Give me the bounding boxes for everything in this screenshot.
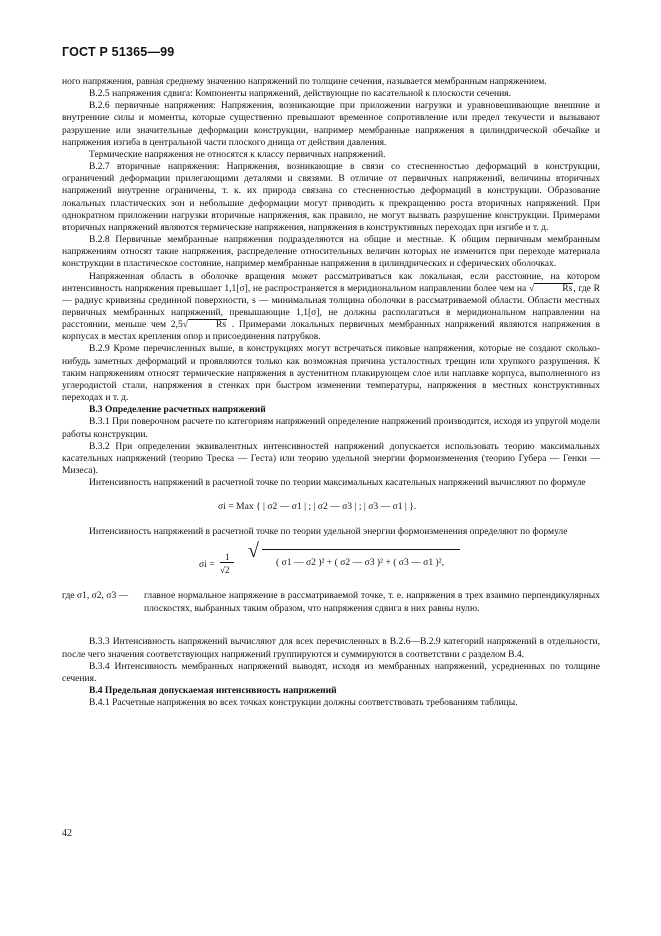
page-number: 42 [62,828,72,839]
local-region-text-b: , где R — радиус кривизны срединной поверхности, s — минимальная толщина оболочки в рассматриваемой области. Области местных первичных мембранных напряжений, превышающие 1,1[σ], не должны располагаться в меридиональном направлении на расстоянии, меньше чем 2,5 [62,282,600,331]
definition-where [62,590,600,636]
formula-mises-fraction-denominator: √2 [220,565,230,576]
formula-mises [62,538,600,590]
paragraph-b28: В.2.8 Первичные мембранные напряжения подразделяются на общие и местные. К общим первичным мембранным напряжениям относят такие напряжения, распределение относительных величин которых не изменится при переходе материала конструкции в пластическое состояние, например мембранные напряжения в цилиндрических и сферических оболочках. [62,234,600,270]
paragraph-b27: В.2.7 вторичные напряжения: Напряжения, возникающие в связи со стесненностью деформаций в конструкции, ограничений деформации прилегающими деталями и связями. В отличие от первичных напряжений, величины вторичных напряжений внутренне ограничены, т. к. их природа связана со стесненностью деформаций в конструкции. Образование локальных пластических зон и небольшие деформации могут приводить к прекращению роста вторичных напряжений. При однократном приложении нагрузки вторичные напряжения, как правило, не могут вызвать разрушение конструкции. Примерами вторичных напряжений являются термические напряжения, напряжения в конструктивных переходах при изгибе и т. д. [62,161,600,233]
paragraph-b33: В.3.3 Интенсивность напряжений вычисляют для всех перечисленных в В.2.6—В.2.9 категорий напряжений в отдельности, после чего значения соответствующих напряжений группируются и суммируются в соответствии с разделом В.4. [62,636,600,660]
document-body [62,76,600,709]
paragraph-mises: Интенсивность напряжений в расчетной точке по теории удельной энергии формоизменения определяют по формуле [89,526,568,538]
formula-mises-fraction-bar [220,562,234,563]
paragraph-b32: В.3.2 При определении эквивалентных интенсивностей напряжений допускается использовать теорию максимальных касательных напряжений (теорию Треска — Геста) или теорию удельной энергии формоизменения (теорию Губера — Генки — Мизеса). [62,440,600,476]
definition-where-label: где σ1, σ2, σ3 — [62,590,129,602]
paragraph-local-region: Напряженная область в оболочке вращения может рассматриваться как локальная, если расстояние, на котором интенсивность напряжения превышает 1,1[σ], не распространяется в меридиональном направлении более чем на √ Rs, где R — радиус кривизны срединной поверхности, s — минимальная толщина оболочки в рассматриваемой области. Области местных первичных мембранных напряжений, превышающие 1,1[σ], не должны располагаться в меридиональном направлении на расстоянии, меньше чем 2,5√ Rs . Примерами локальных первичных мембранных напряжений являются напряжения в корпусах в местах крепления опор и присоединения патрубков. [62,270,600,343]
sqrt-rs-2: Rs [188,319,227,330]
formula-mises-fraction-numerator: 1 [225,552,230,563]
formula-mises-radicand: ( σ1 — σ2 )² + ( σ2 — σ3 )² + ( σ3 — σ1 )², [276,557,444,569]
section-heading-b4: В.4 Предельная допускаемая интенсивность напряжений [89,685,337,697]
formula-mises-radical-sign: √ [248,540,259,563]
formula-mises-radical-bar [262,549,460,550]
paragraph-b29: В.2.9 Кроме перечисленных выше, в конструкциях могут встречаться пиковые напряжения, которые не создают сколько-нибудь заметных деформаций и проявляются только как возможная причина усталостных трещин или хрупкого разрушения. К таким напряжениям относят термические напряжения в аустенитном плакирующем слое или наплавке корпуса, выполненного из углеродистой стали, напряжения в стенках при быстром изменении температуры, напряжения в местных конструктивных переходах и т. д. [62,343,600,404]
paragraph-membrane-intro: ного напряжения, равная среднему значению напряжений по толщине сечения, называется мембранным напряжением. [62,76,547,87]
paragraph-tresca: Интенсивность напряжений в расчетной точке по теории максимальных касательных напряжений вычисляют по формуле [89,477,586,489]
paragraph-b41: В.4.1 Расчетные напряжения во всех точках конструкции должны соответствовать требованиям таблицы. [89,697,518,709]
formula-mises-lhs: σi = [199,559,215,571]
page-header: ГОСТ Р 51365—99 [62,45,175,59]
definition-where-text: главное нормальное напряжение в рассматриваемой точке, т. е. напряжения в трех взаимно перпендикулярных плоскостях, выбранных таким образом, что напряжения сдвига в них равны нулю. [144,590,600,614]
paragraph-b31: В.3.1 При поверочном расчете по категориям напряжений определение напряжений производится, исходя из упругой модели работы конструкции. [62,416,600,440]
paragraph-thermal-note: Термические напряжения не относятся к классу первичных напряжений. [89,148,386,160]
section-heading-b3: В.3 Определение расчетных напряжений [89,404,266,416]
formula-tresca-text: σi = Max { | σ2 — σ1 | ; | σ2 — σ3 | ; | σ3 — σ1 | }. [218,501,417,513]
paragraph-b25: В.2.5 напряжения сдвига: Компоненты напряжений, действующие по касательной к плоскости сечения. [89,88,511,100]
sqrt-rs-1: Rs [534,283,573,294]
local-region-text-c: . Примерами локальных первичных мембранных напряжений являются напряжения в корпусах в местах крепления опор и присоединения патрубков. [62,319,600,343]
paragraph-b26: В.2.6 первичные напряжения: Напряжения, возникающие при приложении нагрузки и уравновешивающие внешние и внутренние силы и моменты, которые существенно превышают временное сопротивление или предел текучести и вызывают разрушение или значительные деформации конструкции, например мембранные напряжения в цилиндрической обечайке и напряжения изгиба в центральной части плоского днища от действия давления. [62,100,600,148]
local-region-text-a: Напряженная область в оболочке вращения может рассматриваться как локальная, если расстояние, на котором интенсивность напряжения превышает 1,1[σ], не распространяется в меридиональном направлении более чем на [62,270,600,294]
paragraph-b34: В.3.4 Интенсивность мембранных напряжений выводят, исходя из мембранных напряжений, усредненных по толщине сечения. [62,660,600,684]
formula-tresca [62,489,600,526]
